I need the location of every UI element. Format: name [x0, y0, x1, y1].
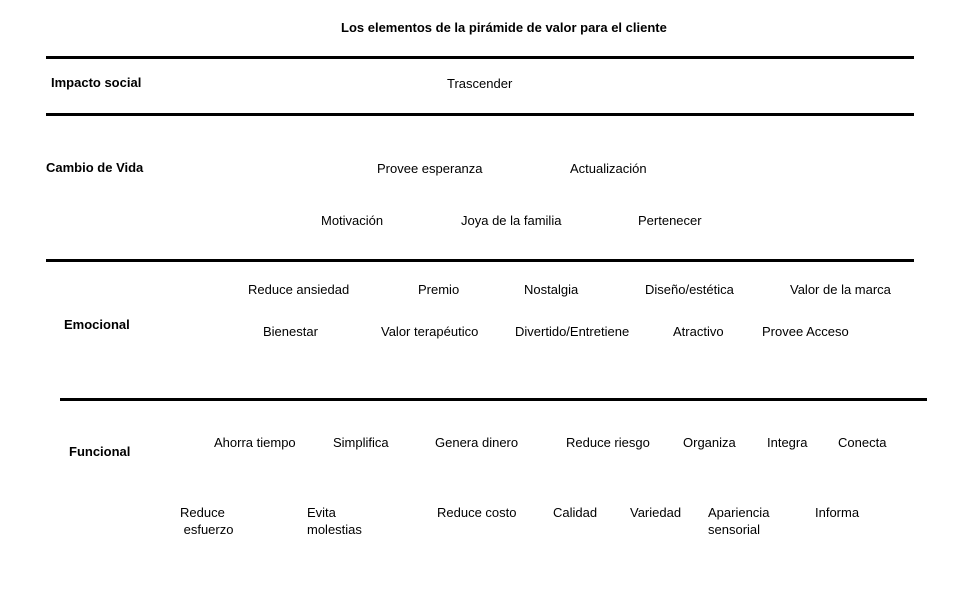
value-element: Organiza — [683, 435, 736, 450]
divider-vida-emocional — [46, 259, 914, 262]
value-element: Ahorra tiempo — [214, 435, 296, 450]
value-element: Reduce riesgo — [566, 435, 650, 450]
value-element: Reduce costo — [437, 505, 517, 520]
value-element: Conecta — [838, 435, 887, 450]
value-element: Informa — [815, 505, 860, 520]
value-element: Nostalgia — [524, 282, 579, 297]
diagram-title: Los elementos de la pirámide de valor para el cliente — [341, 20, 667, 35]
level-label-funcional: Funcional — [69, 444, 131, 459]
value-element: Apariencia sensorial — [708, 505, 770, 537]
value-element: Simplifica — [333, 435, 389, 450]
level-label-social: Impacto social — [51, 75, 142, 90]
value-element: Trascender — [447, 76, 513, 91]
value-element: Joya de la familia — [461, 213, 562, 228]
value-element: Pertenecer — [638, 213, 702, 228]
value-element: Calidad — [553, 505, 598, 520]
value-element: Atractivo — [673, 324, 724, 339]
divider-top — [46, 56, 914, 59]
value-element: Motivación — [321, 213, 384, 228]
level-label-vida: Cambio de Vida — [46, 160, 144, 175]
divider-emocional-funcional — [60, 398, 927, 401]
level-label-emocional: Emocional — [64, 317, 130, 332]
value-element: Valor terapéutico — [381, 324, 479, 339]
value-element: Provee Acceso — [762, 324, 849, 339]
value-element: Actualización — [570, 161, 647, 176]
value-element: Integra — [767, 435, 808, 450]
value-element: Reduce ansiedad — [248, 282, 350, 297]
value-element: Provee esperanza — [377, 161, 483, 176]
value-element: Premio — [418, 282, 460, 297]
value-element: Genera dinero — [435, 435, 519, 450]
divider-social-vida — [46, 113, 914, 116]
value-element: Divertido/Entretiene — [515, 324, 630, 339]
value-element: Diseño/estética — [645, 282, 734, 297]
value-element: Reduce esfuerzo — [180, 505, 234, 537]
value-element: Valor de la marca — [790, 282, 891, 297]
value-element: Evita molestias — [307, 505, 362, 537]
value-element: Variedad — [630, 505, 682, 520]
value-element: Bienestar — [263, 324, 318, 339]
